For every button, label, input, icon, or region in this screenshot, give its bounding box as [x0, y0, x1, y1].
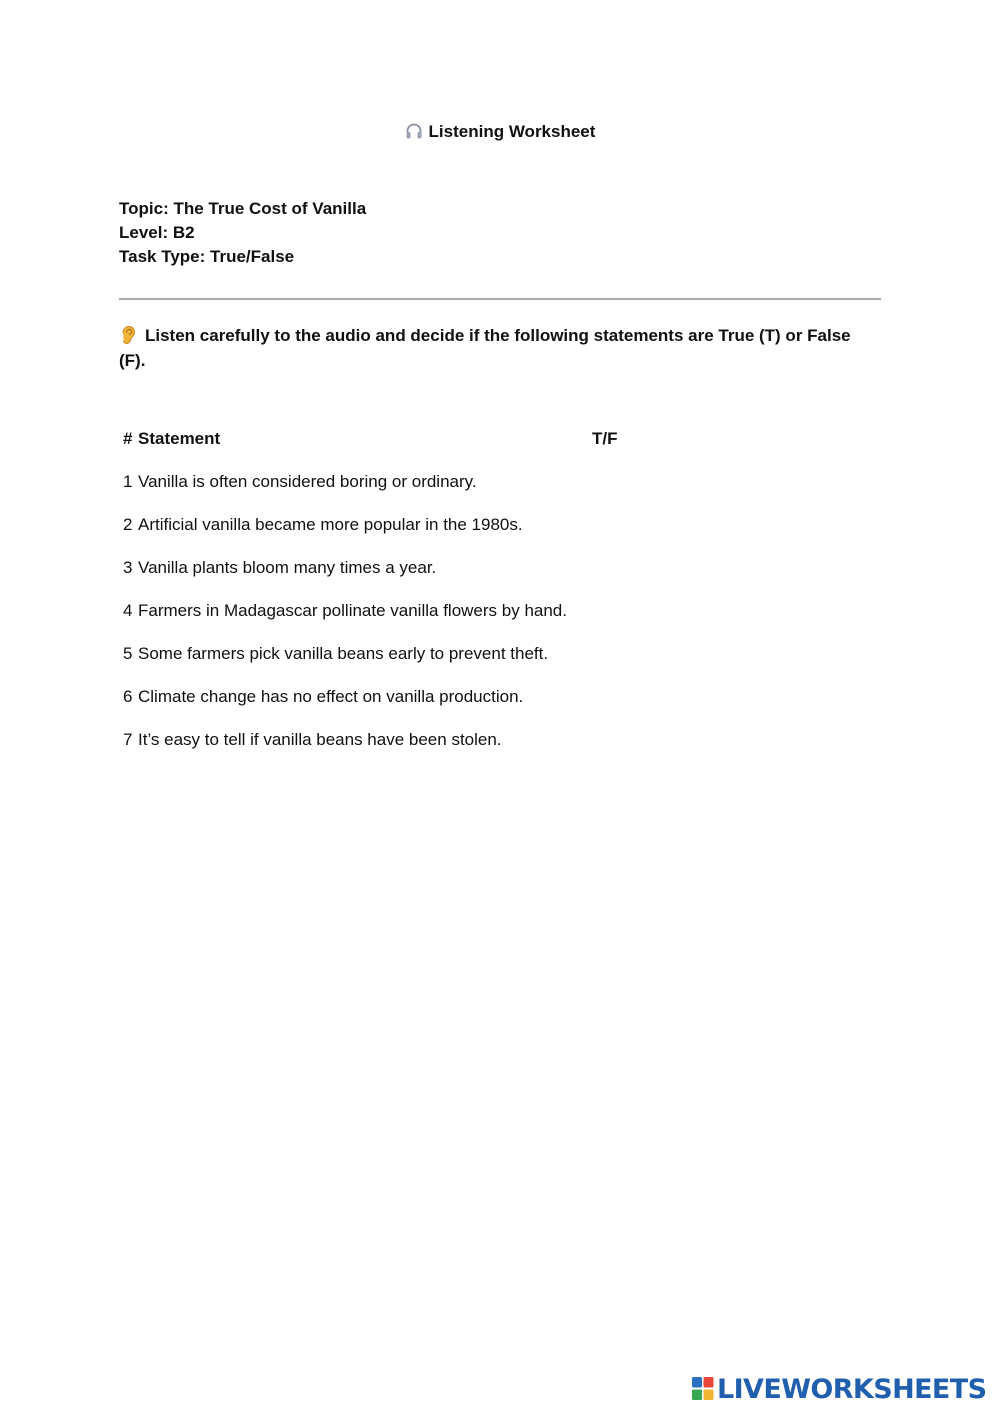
- table-header: [123, 427, 618, 470]
- topic-line: Topic: The True Cost of Vanilla: [119, 199, 367, 218]
- divider: [119, 298, 881, 300]
- ear-icon: [119, 325, 137, 345]
- liveworksheets-logo-icon: [692, 1377, 714, 1401]
- table-row: [123, 642, 567, 685]
- row-statement: Artificial vanilla became more popular in the 1980s.: [138, 515, 523, 534]
- table-row: [123, 470, 567, 513]
- row-num: 2: [123, 515, 133, 534]
- row-num: 5: [123, 644, 133, 663]
- row-num: 1: [123, 472, 133, 491]
- instruction: [119, 323, 881, 373]
- headphones-icon: [405, 122, 423, 140]
- table-row: [123, 685, 567, 728]
- task-type-line: Task Type: True/False: [119, 247, 295, 266]
- row-statement: Climate change has no effect on vanilla production.: [138, 687, 524, 706]
- worksheet-title-text: Listening Worksheet: [428, 122, 596, 141]
- row-statement: Vanilla is often considered boring or ordinary.: [138, 472, 477, 491]
- header-statement: Statement: [138, 429, 221, 448]
- table-row: [123, 599, 567, 642]
- table-row: [123, 556, 567, 599]
- table-row: [123, 728, 567, 771]
- row-statement: Some farmers pick vanilla beans early to prevent theft.: [138, 644, 549, 663]
- header-tf: T/F: [592, 429, 618, 448]
- liveworksheets-wordmark: LIVEWORKSHEETS: [717, 1374, 987, 1405]
- row-num: 7: [123, 730, 133, 749]
- row-num: 4: [123, 601, 133, 620]
- row-statement: Vanilla plants bloom many times a year.: [138, 558, 437, 577]
- worksheet-meta: [119, 197, 366, 269]
- instruction-text: Listen carefully to the audio and decide if the following statements are True (T) or False (F).: [119, 326, 851, 370]
- level-line: Level: B2: [119, 223, 195, 242]
- row-statement: It’s easy to tell if vanilla beans have been stolen.: [138, 730, 502, 749]
- table-row: [123, 513, 567, 556]
- liveworksheets-logo: [692, 1374, 986, 1406]
- row-num: 3: [123, 558, 133, 577]
- row-statement: Farmers in Madagascar pollinate vanilla flowers by hand.: [138, 601, 567, 620]
- header-num: #: [123, 429, 133, 448]
- statements-table: [123, 427, 618, 771]
- worksheet-title: [0, 120, 1000, 144]
- row-num: 6: [123, 687, 133, 706]
